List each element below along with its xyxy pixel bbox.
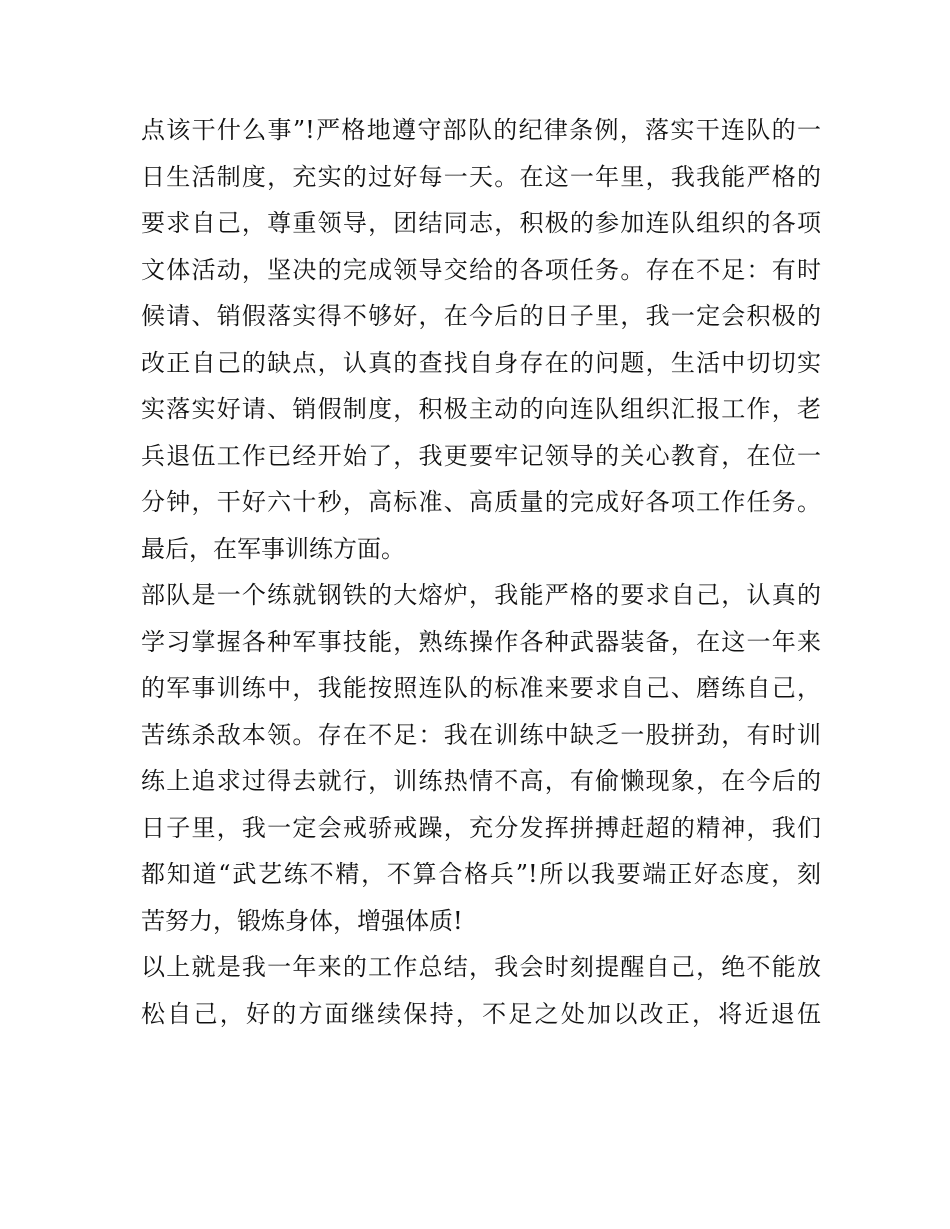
text-line: 都知道“武艺练不精，不算合格兵”!所以我要端正好态度，刻 — [141, 860, 821, 888]
text-line: 苦努力，锻炼身体，增强体质! — [141, 906, 463, 935]
text-line: 苦练杀敌本领。存在不足：我在训练中缺乏一股拼劲，有时训 — [141, 720, 821, 749]
body-text — [141, 107, 821, 1037]
text-line: 以上就是我一年来的工作总结，我会时刻提醒自己，绝不能放 — [141, 953, 821, 981]
text-line: 兵退伍工作已经开始了，我更要牢记领导的关心教育，在位一 — [141, 441, 821, 470]
text-line: 部队是一个练就钢铁的大熔炉，我能严格的要求自己，认真的 — [141, 581, 821, 609]
text-line: 文体活动，坚决的完成领导交给的各项任务。存在不足：有时 — [141, 255, 821, 284]
text-line: 改正自己的缺点，认真的查找自身存在的问题，生活中切切实 — [141, 348, 821, 377]
text-line: 最后，在军事训练方面。 — [141, 534, 405, 563]
text-line: 的军事训练中，我能按照连队的标准来要求自己、磨练自己， — [141, 674, 821, 702]
text-line: 候请、销假落实得不够好，在今后的日子里，我一定会积极的 — [141, 302, 821, 330]
text-line: 日生活制度，充实的过好每一天。在这一年里，我我能严格的 — [141, 162, 821, 191]
text-line: 实落实好请、销假制度，积极主动的向连队组织汇报工作，老 — [141, 395, 821, 423]
text-line: 练上追求过得去就行，训练热情不高，有偷懒现象，在今后的 — [141, 767, 821, 795]
text-line: 松自己，好的方面继续保持，不足之处加以改正，将近退伍 — [141, 999, 821, 1028]
text-line: 分钟，干好六十秒，高标准、高质量的完成好各项工作任务。 — [141, 488, 821, 516]
text-line: 学习掌握各种军事技能，熟练操作各种武器装备，在这一年来 — [141, 627, 821, 656]
text-line: 要求自己，尊重领导，团结同志，积极的参加连队组织的各项 — [141, 209, 821, 237]
text-line: 点该干什么事”!严格地遵守部队的纪律条例，落实干连队的一 — [141, 116, 821, 144]
text-line: 日子里，我一定会戒骄戒躁，充分发挥拼搏赶超的精神，我们 — [141, 813, 821, 842]
